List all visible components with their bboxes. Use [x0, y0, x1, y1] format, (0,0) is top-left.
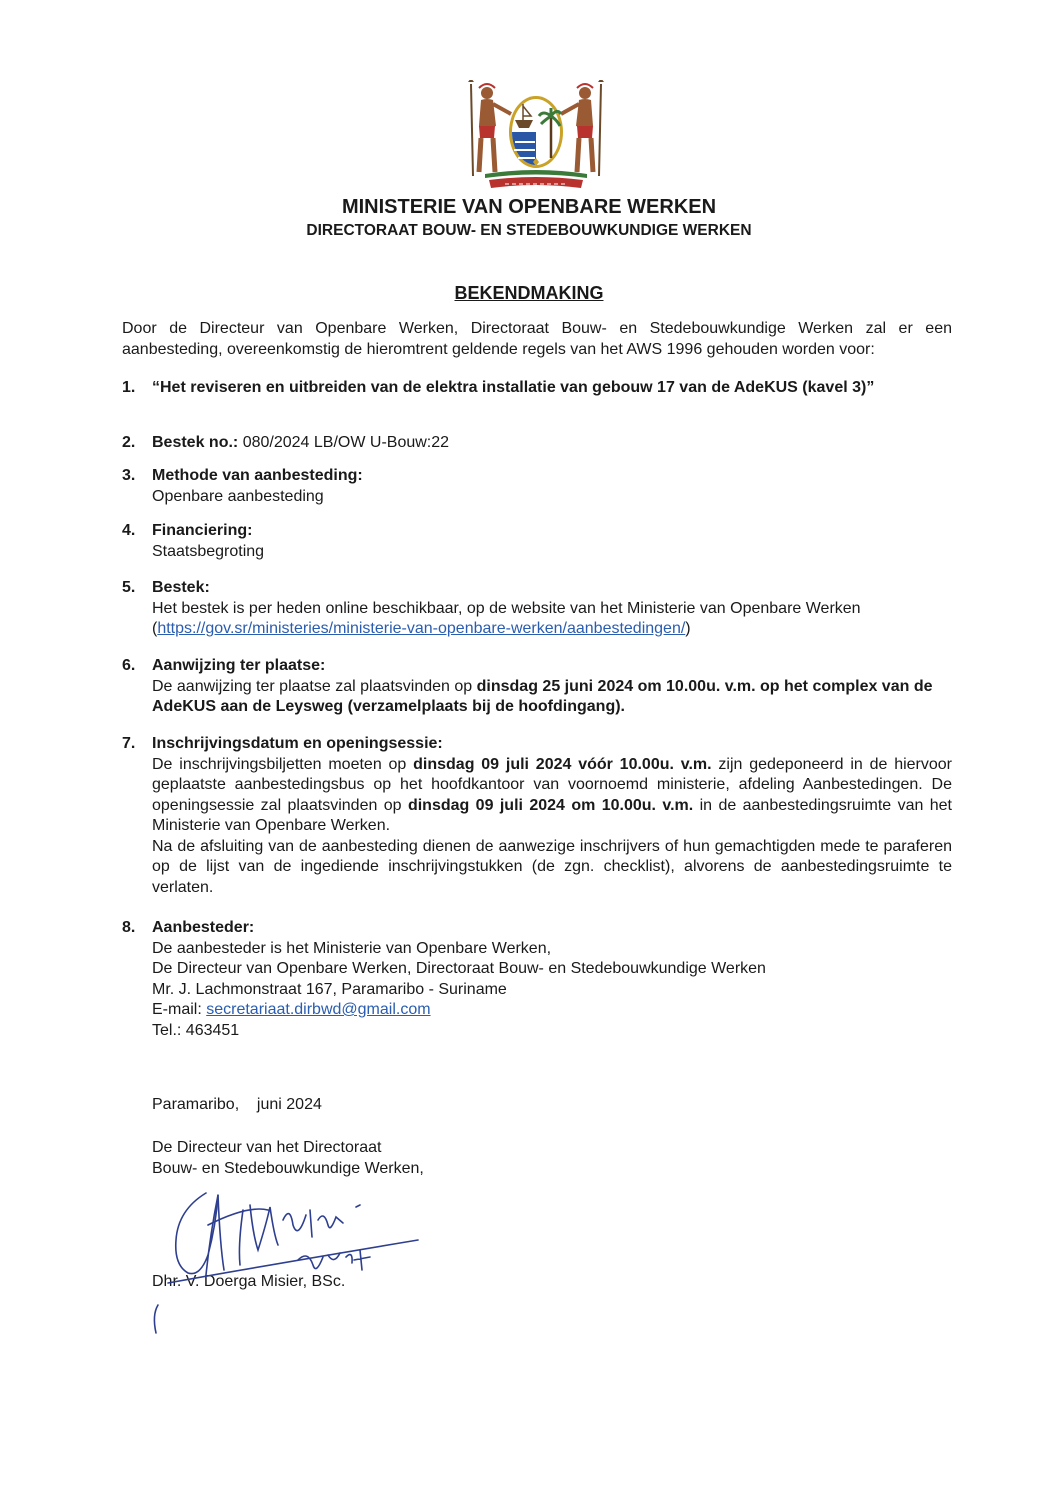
email-label: E-mail: — [152, 1001, 207, 1018]
motto-ribbon-icon — [489, 177, 583, 188]
item-number: 6. — [122, 657, 136, 674]
address-line: Mr. J. Lachmonstraat 167, Paramaribo - Suriname — [152, 980, 507, 998]
list-item — [122, 734, 952, 898]
tenders-link[interactable]: https://gov.sr/ministeries/ministerie-van-openbare-werken/aanbestedingen/ — [157, 620, 686, 637]
item-label: Inschrijvingsdatum en openingsessie: — [152, 735, 443, 752]
ministry-title: MINISTERIE VAN OPENBARE WERKEN — [341, 196, 717, 218]
item-number: 7. — [122, 735, 136, 752]
opening-datetime: dinsdag 09 juli 2024 om 10.00u. v.m. — [407, 796, 694, 814]
item-label: Aanwijzing ter plaatse: — [152, 657, 326, 674]
directorate-title: DIRECTORAAT BOUW- EN STEDEBOUWKUNDIGE WERKEN — [306, 222, 752, 239]
signatory-name: Dhr. V. Doerga Misier, BSc. — [152, 1273, 346, 1290]
site-visit-datetime: dinsdag 25 juni 2024 om 10.00u. v.m. op het complex van de AdeKUS aan de Leysweg (verzamelplaats bij de hoofdingang). — [152, 677, 933, 715]
item-text: Het bestek is per heden online beschikbaar, op de website van het Ministerie van Openbare Werken — [152, 599, 861, 617]
address-line: De Directeur van Openbare Werken, Directoraat Bouw- en Stedebouwkundige Werken — [152, 960, 766, 977]
phone-number: Tel.: 463451 — [152, 1021, 240, 1039]
item-paragraph: Na de afsluiting van de aanbesteding dienen de aanwezige inschrijvers of hun gemachtigden mede te paraferen op de lijst van de ingediende inschrijvingstukken (de zgn. checklist), alvorens de aanbestedingsruimte te verlaten. — [152, 837, 952, 896]
right-supporter-icon — [561, 80, 604, 176]
project-title: “Het reviseren en uitbreiden van de elektra installatie van gebouw 17 van de AdeKUS (kavel 3)” — [152, 379, 875, 396]
item-number: 5. — [122, 579, 136, 596]
shield-icon — [509, 96, 563, 168]
item-number: 1. — [122, 379, 136, 396]
item-label: Financiering: — [152, 522, 253, 539]
item-number: 3. — [122, 467, 136, 484]
place-date: Paramaribo, juni 2024 — [152, 1096, 322, 1113]
item-label: Methode van aanbesteding: — [152, 467, 363, 484]
item-text: De aanwijzing ter plaatse zal plaatsvinden op — [152, 677, 477, 695]
item-number: 4. — [122, 522, 136, 539]
signatory-title-line: De Directeur van het Directoraat — [152, 1139, 382, 1156]
list-item — [122, 918, 952, 1041]
list-item — [122, 466, 952, 507]
item-value: Openbare aanbesteding — [152, 487, 324, 505]
item-value: 080/2024 LB/OW U-Bouw:22 — [238, 434, 450, 451]
left-supporter-icon — [468, 80, 511, 176]
intro-paragraph: Door de Directeur van Openbare Werken, Directoraat Bouw- en Stedebouwkundige Werken zal er een aanbesteding, overeenkomstig de hieromtrent geldende regels van het AWS 1996 gehouden worden voor: — [122, 320, 952, 358]
submission-datetime: dinsdag 09 juli 2024 vóór 10.00u. v.m. — [413, 755, 712, 773]
item-label: Bestek no.: — [152, 434, 239, 451]
list-item — [122, 521, 952, 562]
item-number: 2. — [122, 434, 136, 451]
notice-title: BEKENDMAKING — [454, 283, 604, 303]
list-item — [122, 433, 952, 454]
item-paragraph: De inschrijvingsbiljetten moeten op dinsdag 09 juli 2024 vóór 10.00u. v.m. zijn gedeponeerd in de hiervoor geplaatste aanbestedingsbus op het hoofdkantoor van voornoemd ministerie, afdeling Aanbestedingen. De openingsessie zal plaatsvinden op dinsdag 09 juli 2024 om 10.00u. v.m. in de aanbestedingsruimte van het Ministerie van Openbare Werken. — [152, 755, 953, 834]
list-item — [122, 578, 952, 640]
item-label: Bestek: — [152, 579, 210, 596]
link-paren: ) — [685, 620, 691, 637]
list-item — [122, 378, 952, 399]
item-value: Staatsbegroting — [152, 542, 265, 560]
link-paren: ( — [152, 620, 158, 637]
coat-of-arms-icon — [465, 80, 607, 192]
handwritten-signature-icon — [148, 1165, 438, 1340]
signatory-title-line: Bouw- en Stedebouwkundige Werken, — [152, 1160, 424, 1177]
address-line: De aanbesteder is het Ministerie van Openbare Werken, — [152, 939, 552, 957]
item-number: 8. — [122, 919, 136, 936]
item-label: Aanbesteder: — [152, 919, 255, 936]
email-link[interactable]: secretariaat.dirbwd@gmail.com — [206, 1001, 431, 1018]
list-item — [122, 656, 952, 718]
